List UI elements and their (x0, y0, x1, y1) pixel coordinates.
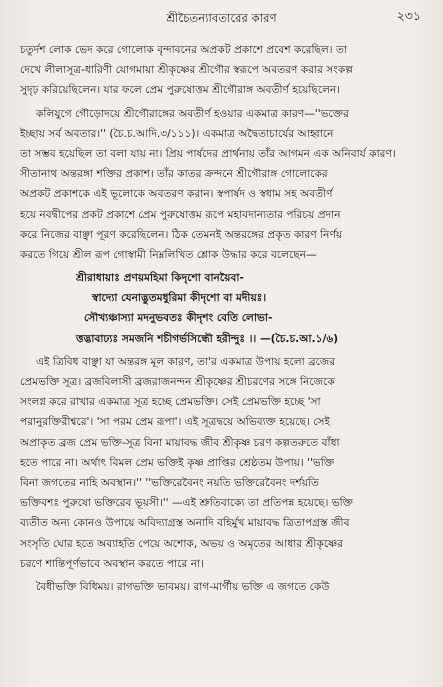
text-line: বিনা জগতের নাহি অবস্থান।'' ''ভক্তিরেবৈনং নয়তি ভক্তিরেবৈনং দর্শয়তি (20, 476, 319, 489)
text-line: সংসৃতি ঘোর হতে অব্যাহতি পেয়ে অশোক, অভয় ও অমৃতের আধার শ্রীকৃষ্ণের (20, 537, 344, 550)
sanskrit-verse (20, 268, 425, 349)
text-line: ভক্তিবশঃ পুরুষো ভক্তিরেব ভূয়সী।'' —এই শ্রুতিবাক্যে তা প্রতিপন্ন হয়েছে। ভক্তি (20, 497, 353, 510)
text-line: চরণে শান্তিপূর্ণভাবে অবস্থান করতে পারে না। (20, 557, 204, 570)
text-line: ইচ্ছায় সর্ব অবতার।'' (চৈ.চ.আদি.৩/১১১)। একমাত্র অদ্বৈতাচার্যের আহ্বানে (20, 127, 334, 140)
text-line: সুদৃঢ় করিয়েছিলেন। যার ফলে প্রেম পুরুষোত্তম শ্রীগৌরাঙ্গ অবতীর্ণ হয়েছিলেন। (20, 84, 341, 97)
text-line: অপ্রকট প্রকাশকে এই ভূলোকে অবতরণ করান। স্বপার্ষদ ও স্বধাম সহ অবতীর্ণ (20, 188, 333, 201)
text-line: পরানুরক্তিরীশ্বরে'। 'সা পরম প্রেম রূপা'। এই সূত্রদ্বয়ে অভিব্যক্ত হয়েছে। সেই (20, 416, 331, 429)
verse-line: সৌখ্যঞ্চাস্যা মদনুভবতঃ কীদৃশং বেতি লোভা- (84, 312, 273, 325)
text-line: সীতানাথ অন্তরঙ্গা শক্তির প্রকাশ। তাঁর কাতর ক্রন্দনে শ্রীগৌরাঙ্গ গোলোকের (20, 168, 328, 181)
text-line: করে নিজের বাঞ্ছা পূরণ করেছিলেন। ঠিক তেমনই অন্তরঙ্গের প্রকৃত কারণ নির্ণয় (20, 228, 343, 241)
verse-line: ত্তদ্ভাবাঢ্যঃ সমজনি শচীগর্ভসিন্ধৌ হরীন্দুঃ ।। —(চৈ.চ.আ.১/৬) (76, 332, 339, 345)
text-line: অপ্রাকৃত ব্রজ প্রেম ভক্তি-সূত্র বিনা মায়াবদ্ধ জীব শ্রীকৃষ্ণ চরণ কল্পতরুতে বাঁধা (20, 436, 340, 449)
verse-line: শ্রীরাধায়াঃ প্রণয়মহিমা কিদৃশো বানয়ৈবা- (76, 272, 244, 285)
text-line: করতে গিয়ে শ্রীল রূপ গোস্বামী নিম্নলিখিত শ্লোক উদ্ধার করে বলেছেন— (20, 248, 317, 261)
verse-line: স্বাদ্যো যেনাদ্ভুতমধুরিমা কীদৃশো বা মদীয়ঃ। (92, 292, 267, 305)
running-header-title: শ্রীচৈতন্যাবতারের কারণ (166, 11, 277, 25)
page-number: ২৩১ (396, 8, 421, 23)
text-line: এই ত্রিবিধ বাঞ্ছা যা অন্তরঙ্গ মূল কারণ, তা'র একমাত্র উপায় হলো ব্রজের (36, 355, 336, 368)
text-line: হতে পারে না। অর্থাৎ বিমল প্রেম ভক্তিই কৃষ্ণ প্রাপ্তির শ্রেষ্ঠতম উপায়। ''ভক্তি (20, 456, 335, 469)
page-body (20, 40, 425, 597)
paragraph (20, 577, 425, 597)
paragraph (20, 104, 425, 266)
text-line: তা সম্ভব হয়েছিল তা বলা যায় না। প্রিয় পার্ষদের প্রার্থনায় তাঁর আগমন এক অনিবার্য কারণ। (20, 147, 396, 160)
text-line: বৈধীভক্তি বিধিময়। রাগভক্তি ভাবময়। রাগ-মার্গীয় ভক্তি এ জগতে কেউ (36, 580, 330, 593)
text-line: হয়ে নবদ্বীপের প্রকট প্রকাশে প্রেম পুরুষোত্তম রূপে মহাবদান্যতার পরিচয় প্রদান (20, 208, 341, 221)
text-line: দেখে লীলাসূত্র-ধারিণী যোগমায়া শ্রীকৃষ্ণের শ্রীগৌর স্বরূপে অবতরণ করার সংকল্প (20, 64, 353, 77)
text-line: প্রেমভক্তি সূত্র। ব্রজবিলাসী ব্রজরাজনন্দন শ্রীকৃষ্ণের শ্রীচরণের সঙ্গে নিজেকে (20, 376, 335, 388)
text-line: চতুর্দশ লোক ভেদ করে গোলোক বৃন্দাবনের অপ্রকট প্রকাশে প্রবেশ করেছিল। তা (20, 44, 347, 56)
text-line: কলিযুগে গৌড়োদয়ে শ্রীগৌরাঙ্গের অবতীর্ণ হওয়ার একমাত্র কারণ—''ভক্তের (36, 107, 349, 120)
text-line: সংলগ্ন করে রাখার একমাত্র সূত্র হচ্ছে প্রেমভক্তি। সেই প্রেমভক্তি হচ্ছে 'সা (20, 396, 321, 409)
text-line: ব্যতীত অন্য কোনও উপায়ে অবিদ্যাগ্রস্ত অনাদি বহির্মুখ মায়াবদ্ধ ত্রিতাপগ্রস্ত জীব (20, 517, 350, 530)
paragraph (20, 352, 425, 574)
paragraph (20, 40, 425, 101)
